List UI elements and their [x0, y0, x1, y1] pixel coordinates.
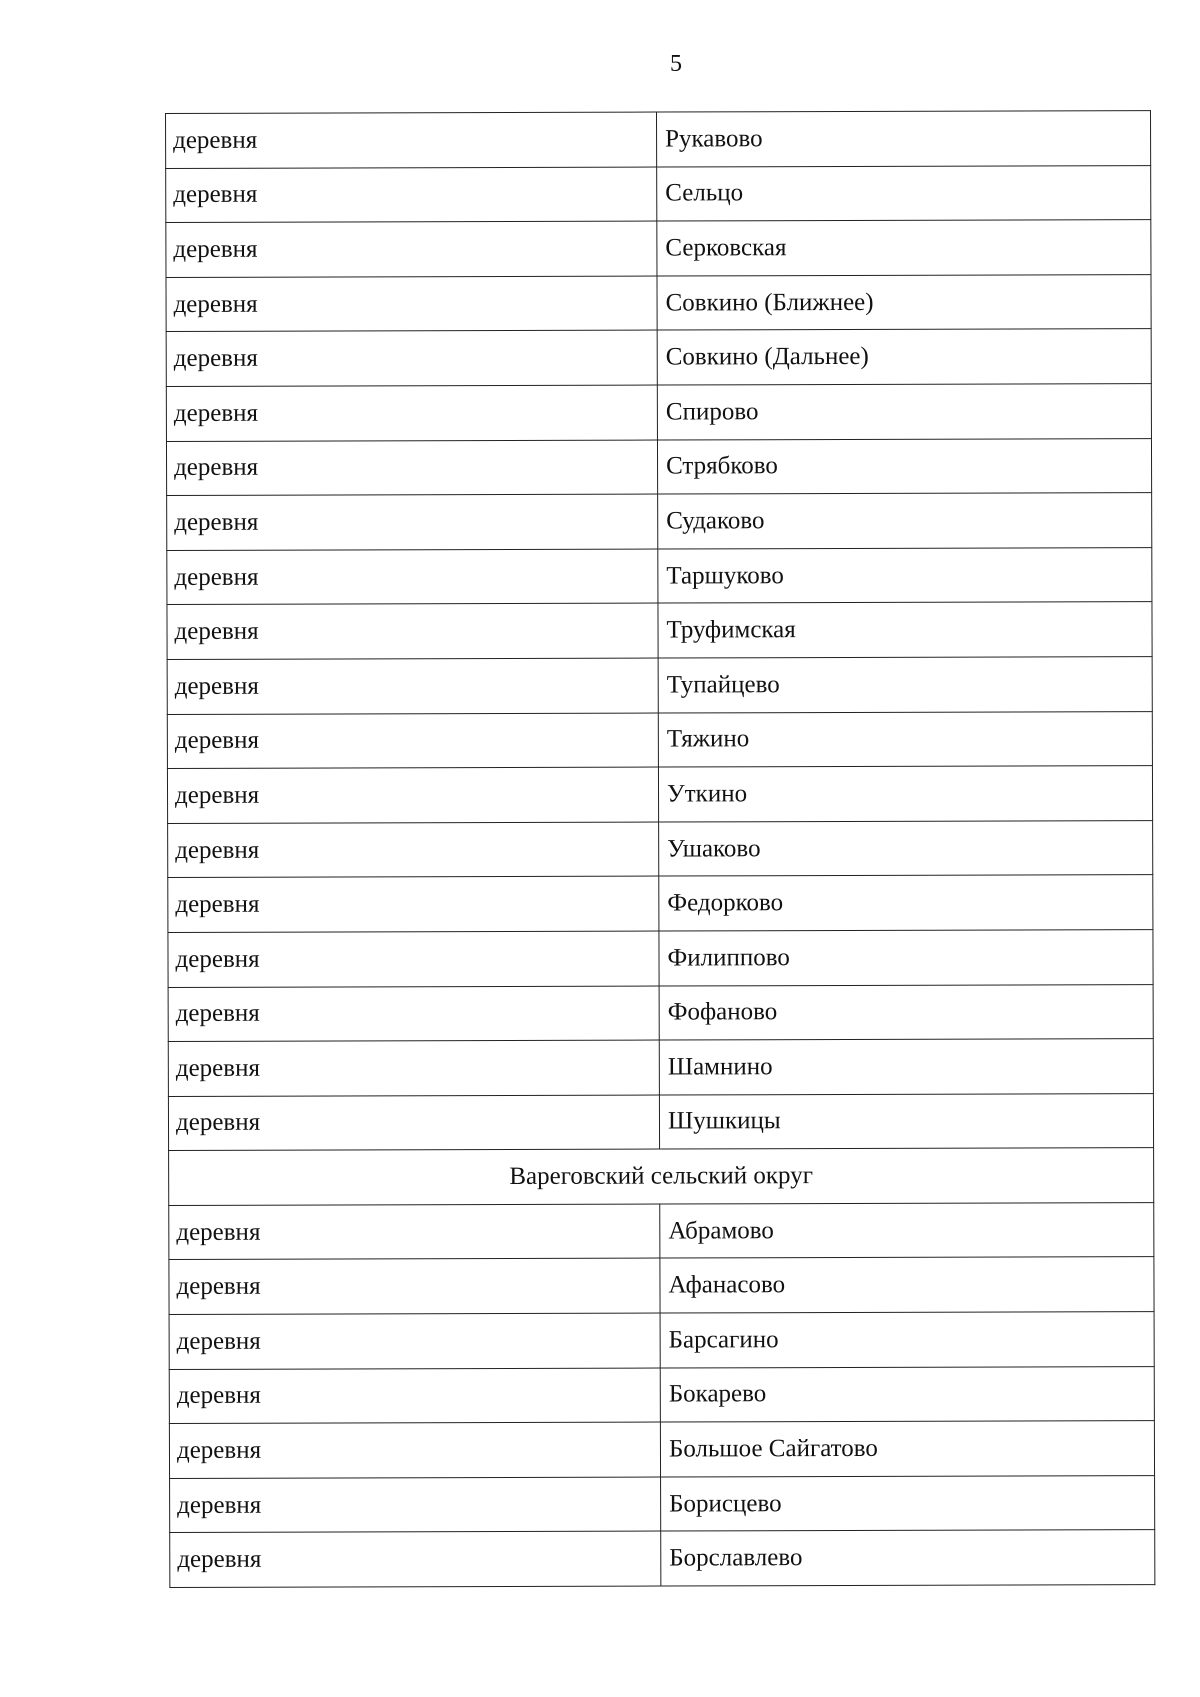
settlement-name-cell: Совкино (Ближнее)	[657, 274, 1151, 330]
settlement-type-cell: деревня	[169, 1368, 660, 1424]
table-row	[166, 165, 1151, 223]
settlement-name-cell: Спирово	[657, 384, 1151, 440]
table-row	[169, 1202, 1154, 1260]
settlement-name-cell: Сельцо	[657, 165, 1151, 221]
table-row	[168, 984, 1153, 1042]
settlement-type-cell: деревня	[168, 986, 659, 1042]
settlement-name-cell: Барсагино	[660, 1312, 1154, 1368]
table-row	[166, 274, 1151, 332]
table-row	[168, 929, 1153, 987]
table-row	[166, 329, 1151, 387]
settlement-name-cell: Совкино (Дальнее)	[657, 329, 1151, 385]
settlement-type-cell: деревня	[168, 876, 659, 932]
settlement-name-cell: Филиппово	[659, 929, 1153, 985]
table-row	[168, 1093, 1153, 1151]
settlement-type-cell: деревня	[166, 330, 657, 386]
table-row	[166, 111, 1151, 169]
settlement-type-cell: деревня	[169, 1422, 660, 1478]
settlement-type-cell: деревня	[170, 1531, 661, 1587]
settlement-name-cell: Труфимская	[658, 602, 1152, 658]
settlement-name-cell: Борславлево	[661, 1530, 1155, 1586]
table-row	[166, 384, 1151, 442]
settlement-type-cell: деревня	[168, 931, 659, 987]
table-row	[168, 1039, 1153, 1097]
page-number-text: 5	[670, 51, 682, 77]
settlement-name-cell: Борисцево	[661, 1475, 1155, 1531]
settlement-type-cell: деревня	[169, 1259, 660, 1315]
settlement-name-cell: Абрамово	[660, 1202, 1154, 1258]
settlement-name-cell: Тяжино	[658, 711, 1152, 767]
table-row	[168, 820, 1153, 878]
table-row	[166, 438, 1151, 496]
settlement-type-cell: деревня	[169, 1204, 660, 1260]
settlement-name-cell: Судаково	[658, 493, 1152, 549]
table-row	[168, 875, 1153, 933]
table-row	[167, 711, 1152, 769]
settlement-name-cell: Уткино	[658, 766, 1152, 822]
settlement-type-cell: деревня	[167, 549, 658, 605]
settlement-type-cell: деревня	[167, 603, 658, 659]
settlement-type-cell: деревня	[166, 167, 657, 223]
settlement-name-cell: Шушкицы	[659, 1093, 1153, 1149]
settlement-type-cell: деревня	[167, 658, 658, 714]
table-row	[167, 493, 1152, 551]
settlement-name-cell: Федорково	[659, 875, 1153, 931]
settlement-name-cell: Стрябково	[657, 438, 1151, 494]
settlement-name-cell: Тупайцево	[658, 657, 1152, 713]
table-row	[166, 220, 1151, 278]
table-row	[169, 1312, 1154, 1370]
table-row	[169, 1421, 1154, 1479]
table-row	[169, 1366, 1154, 1424]
settlement-type-cell: деревня	[167, 494, 658, 550]
table-row	[170, 1530, 1155, 1588]
settlement-type-cell: деревня	[166, 221, 657, 277]
settlement-name-cell: Ушаково	[659, 820, 1153, 876]
table-row	[167, 766, 1152, 824]
table-row	[167, 602, 1152, 660]
section-title: Вареговский сельский округ	[169, 1148, 1154, 1206]
settlement-type-cell: деревня	[167, 713, 658, 769]
settlements-table-body	[166, 111, 1155, 1588]
table-row	[170, 1475, 1155, 1533]
settlement-name-cell: Афанасово	[660, 1257, 1154, 1313]
settlement-type-cell: деревня	[166, 440, 657, 496]
settlement-name-cell: Шамнино	[659, 1039, 1153, 1095]
settlement-type-cell: деревня	[166, 112, 657, 168]
settlement-type-cell: деревня	[168, 1040, 659, 1096]
table-row	[167, 657, 1152, 715]
settlement-type-cell: деревня	[166, 385, 657, 441]
settlement-name-cell: Большое Сайгатово	[660, 1421, 1154, 1477]
page-number	[0, 50, 1200, 78]
settlement-name-cell: Рукавово	[656, 111, 1150, 167]
settlement-type-cell: деревня	[166, 276, 657, 332]
settlement-name-cell: Таршуково	[658, 547, 1152, 603]
settlement-type-cell: деревня	[170, 1477, 661, 1533]
settlements-table	[165, 110, 1155, 1588]
settlement-type-cell: деревня	[169, 1313, 660, 1369]
settlement-type-cell: деревня	[168, 822, 659, 878]
settlement-name-cell: Серковская	[657, 220, 1151, 276]
settlement-name-cell: Фофаново	[659, 984, 1153, 1040]
table-row	[167, 547, 1152, 605]
settlement-type-cell: деревня	[168, 1095, 659, 1151]
table-row	[169, 1257, 1154, 1315]
section-header-row	[169, 1148, 1154, 1206]
settlement-name-cell: Бокарево	[660, 1366, 1154, 1422]
settlement-type-cell: деревня	[167, 767, 658, 823]
